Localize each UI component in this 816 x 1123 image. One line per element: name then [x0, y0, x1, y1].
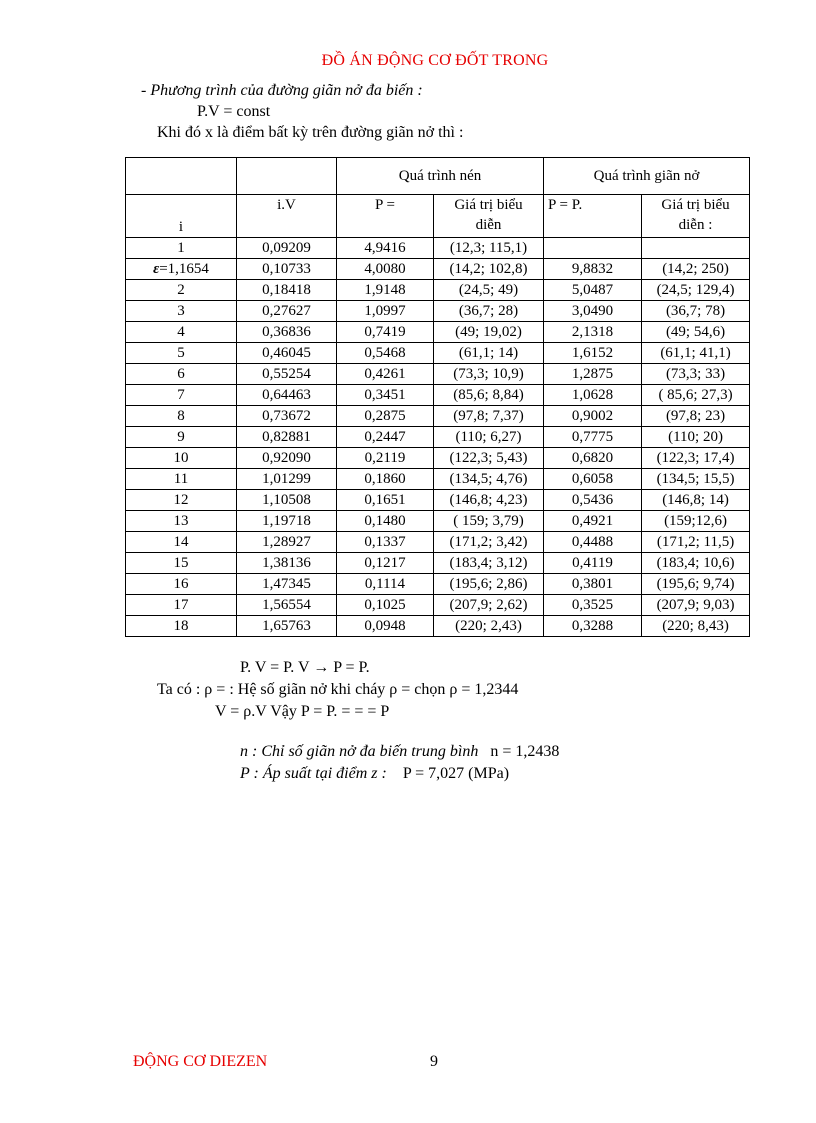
after-line-3: V = ρ.V Vậy P = P. = = = P [215, 703, 390, 720]
cell-repr-comp: (183,4; 3,12) [434, 553, 544, 574]
table-row [126, 574, 750, 595]
cell-repr-comp: (61,1; 14) [434, 343, 544, 364]
cell-p-comp: 0,2447 [337, 427, 434, 448]
cell-repr-exp: (36,7; 78) [642, 301, 750, 322]
cell-iv: 1,56554 [237, 595, 337, 616]
table-row [126, 259, 750, 280]
cell-iv: 0,82881 [237, 427, 337, 448]
cell-i: 9 [126, 427, 237, 448]
cell-p-comp: 1,9148 [337, 280, 434, 301]
cell-iv: 0,64463 [237, 385, 337, 406]
cell-p-exp: 0,4488 [544, 532, 642, 553]
epsilon-symbol: ε [153, 261, 160, 277]
cell-repr-exp: (195,6; 9,74) [642, 574, 750, 595]
repr-comp-line2: diễn [475, 217, 502, 233]
cell-i [126, 259, 237, 280]
cell-repr-exp: (61,1; 41,1) [642, 343, 750, 364]
cell-i: 17 [126, 595, 237, 616]
cell-repr-comp: (171,2; 3,42) [434, 532, 544, 553]
data-table [125, 157, 750, 637]
cell-p-comp: 0,3451 [337, 385, 434, 406]
header-empty-cell [237, 158, 337, 195]
cell-i: 1 [126, 238, 237, 259]
cell-repr-exp: (134,5; 15,5) [642, 469, 750, 490]
cell-repr-exp: (171,2; 11,5) [642, 532, 750, 553]
cell-i: 6 [126, 364, 237, 385]
cell-repr-comp: ( 159; 3,79) [434, 511, 544, 532]
cell-i: 5 [126, 343, 237, 364]
table-row [126, 280, 750, 301]
pz-label: P : Áp suất tại điểm z : [240, 765, 387, 782]
cell-repr-exp: (122,3; 17,4) [642, 448, 750, 469]
cell-p-exp: 0,6058 [544, 469, 642, 490]
cell-p-exp: 5,0487 [544, 280, 642, 301]
cell-p-comp: 0,1217 [337, 553, 434, 574]
cell-p-exp: 0,3801 [544, 574, 642, 595]
cell-i: 16 [126, 574, 237, 595]
cell-repr-comp: (146,8; 4,23) [434, 490, 544, 511]
cell-iv: 0,55254 [237, 364, 337, 385]
cell-iv: 0,27627 [237, 301, 337, 322]
table-row [126, 553, 750, 574]
cell-p-comp: 0,5468 [337, 343, 434, 364]
cell-repr-exp: (14,2; 250) [642, 259, 750, 280]
cell-i: 15 [126, 553, 237, 574]
table-row [126, 448, 750, 469]
cell-i: 4 [126, 322, 237, 343]
cell-iv: 0,46045 [237, 343, 337, 364]
table-row [126, 595, 750, 616]
cell-p-comp: 0,2119 [337, 448, 434, 469]
cell-p-exp: 0,9002 [544, 406, 642, 427]
cell-iv: 1,38136 [237, 553, 337, 574]
cell-repr-comp: (134,5; 4,76) [434, 469, 544, 490]
cell-iv: 0,09209 [237, 238, 337, 259]
cell-p-exp: 1,0628 [544, 385, 642, 406]
after-line-2: Ta có : ρ = : Hệ số giãn nở khi cháy ρ = chọn ρ = 1,2344 [157, 681, 519, 698]
cell-p-comp: 0,4261 [337, 364, 434, 385]
intro-formula: P.V = const [197, 103, 271, 120]
repr-comp-line1: Giá trị biểu [454, 197, 523, 213]
cell-iv: 1,10508 [237, 490, 337, 511]
cell-repr-comp: (85,6; 8,84) [434, 385, 544, 406]
cell-p-exp: 0,5436 [544, 490, 642, 511]
cell-p-comp: 0,0948 [337, 616, 434, 637]
col-iv-header: i.V [237, 195, 337, 238]
cell-p-exp: 0,4921 [544, 511, 642, 532]
repr-exp-line2: diễn : [678, 217, 713, 233]
table-row [126, 343, 750, 364]
table-row [126, 427, 750, 448]
cell-iv: 0,18418 [237, 280, 337, 301]
cell-p-exp: 0,4119 [544, 553, 642, 574]
cell-iv: 1,28927 [237, 532, 337, 553]
cell-p-exp [544, 238, 642, 259]
cell-p-comp: 0,1480 [337, 511, 434, 532]
table-row [126, 532, 750, 553]
col-p-exp-header: P = P. [544, 195, 642, 238]
table-row [126, 364, 750, 385]
cell-p-exp: 1,2875 [544, 364, 642, 385]
cell-iv: 1,01299 [237, 469, 337, 490]
col-repr-exp-header [642, 195, 750, 238]
cell-p-exp: 0,7775 [544, 427, 642, 448]
intro-heading: - Phương trình của đường giãn nở đa biến : [141, 82, 423, 99]
cell-repr-comp: (12,3; 115,1) [434, 238, 544, 259]
table-header-row-1 [126, 158, 750, 195]
cell-repr-exp: (97,8; 23) [642, 406, 750, 427]
cell-i: 14 [126, 532, 237, 553]
col-repr-comp-header [434, 195, 544, 238]
table-row [126, 469, 750, 490]
pz-value: P = 7,027 (MPa) [402, 765, 510, 782]
cell-repr-comp: (122,3; 5,43) [434, 448, 544, 469]
cell-p-comp: 0,1860 [337, 469, 434, 490]
table-row [126, 238, 750, 259]
n-label: n : Chỉ số giãn nở đa biến trung bình [240, 743, 479, 760]
cell-repr-comp: (14,2; 102,8) [434, 259, 544, 280]
cell-repr-exp: (49; 54,6) [642, 322, 750, 343]
cell-repr-comp: (36,7; 28) [434, 301, 544, 322]
repr-exp-line1: Giá trị biểu [661, 197, 730, 213]
cell-repr-comp: (110; 6,27) [434, 427, 544, 448]
cell-i: 12 [126, 490, 237, 511]
cell-p-comp: 4,9416 [337, 238, 434, 259]
cell-iv: 1,47345 [237, 574, 337, 595]
cell-i: 10 [126, 448, 237, 469]
n-value: n = 1,2438 [490, 743, 560, 760]
cell-repr-exp: (183,4; 10,6) [642, 553, 750, 574]
cell-iv: 0,10733 [237, 259, 337, 280]
cell-p-exp: 1,6152 [544, 343, 642, 364]
cell-p-comp: 0,1025 [337, 595, 434, 616]
cell-p-exp: 0,3288 [544, 616, 642, 637]
col-p-comp-header: P = [337, 195, 434, 238]
cell-iv: 1,65763 [237, 616, 337, 637]
cell-p-comp: 0,2875 [337, 406, 434, 427]
cell-p-comp: 0,1114 [337, 574, 434, 595]
page-number: 9 [430, 1053, 438, 1070]
cell-repr-exp: (110; 20) [642, 427, 750, 448]
cell-p-comp: 4,0080 [337, 259, 434, 280]
cell-p-comp: 0,7419 [337, 322, 434, 343]
cell-repr-exp: (73,3; 33) [642, 364, 750, 385]
cell-repr-exp: (207,9; 9,03) [642, 595, 750, 616]
table-row [126, 301, 750, 322]
after-line-1: P. V = P. V → P = P. [240, 659, 370, 676]
group-compression: Quá trình nén [337, 158, 544, 195]
table-row [126, 490, 750, 511]
cell-i: 13 [126, 511, 237, 532]
cell-iv: 0,36836 [237, 322, 337, 343]
cell-p-exp: 3,0490 [544, 301, 642, 322]
table-row [126, 616, 750, 637]
group-expansion: Quá trình giãn nở [544, 158, 750, 195]
table-header-row-2 [126, 195, 750, 238]
table-row [126, 406, 750, 427]
cell-i: 7 [126, 385, 237, 406]
cell-repr-exp: (146,8; 14) [642, 490, 750, 511]
intro-note: Khi đó x là điểm bất kỳ trên đường giãn nở thì : [157, 124, 464, 141]
after-line-5 [240, 765, 509, 783]
cell-p-exp: 9,8832 [544, 259, 642, 280]
cell-p-exp: 2,1318 [544, 322, 642, 343]
cell-repr-comp: (24,5; 49) [434, 280, 544, 301]
cell-iv: 0,92090 [237, 448, 337, 469]
cell-iv: 0,73672 [237, 406, 337, 427]
cell-repr-exp: (24,5; 129,4) [642, 280, 750, 301]
cell-repr-comp: (73,3; 10,9) [434, 364, 544, 385]
cell-repr-comp: (49; 19,02) [434, 322, 544, 343]
table-row [126, 511, 750, 532]
cell-repr-exp: (159;12,6) [642, 511, 750, 532]
cell-repr-exp [642, 238, 750, 259]
cell-repr-comp: (207,9; 2,62) [434, 595, 544, 616]
cell-repr-comp: (195,6; 2,86) [434, 574, 544, 595]
cell-repr-exp: (220; 8,43) [642, 616, 750, 637]
epsilon-value: =1,1654 [159, 261, 209, 277]
cell-p-exp: 0,3525 [544, 595, 642, 616]
cell-i: 11 [126, 469, 237, 490]
cell-p-comp: 0,1651 [337, 490, 434, 511]
cell-i: 18 [126, 616, 237, 637]
cell-repr-exp: ( 85,6; 27,3) [642, 385, 750, 406]
cell-i: 3 [126, 301, 237, 322]
table-row [126, 322, 750, 343]
table-row [126, 385, 750, 406]
footer-title: ĐỘNG CƠ DIEZEN [133, 1053, 268, 1070]
cell-p-comp: 1,0997 [337, 301, 434, 322]
cell-repr-comp: (220; 2,43) [434, 616, 544, 637]
cell-repr-comp: (97,8; 7,37) [434, 406, 544, 427]
col-i-header: i [126, 195, 237, 238]
cell-p-comp: 0,1337 [337, 532, 434, 553]
cell-i: 8 [126, 406, 237, 427]
cell-iv: 1,19718 [237, 511, 337, 532]
header-empty-cell [126, 158, 237, 195]
cell-p-exp: 0,6820 [544, 448, 642, 469]
cell-i: 2 [126, 280, 237, 301]
page-header: ĐỒ ÁN ĐỘNG CƠ ĐỐT TRONG [321, 52, 549, 69]
after-line-4 [240, 743, 559, 761]
